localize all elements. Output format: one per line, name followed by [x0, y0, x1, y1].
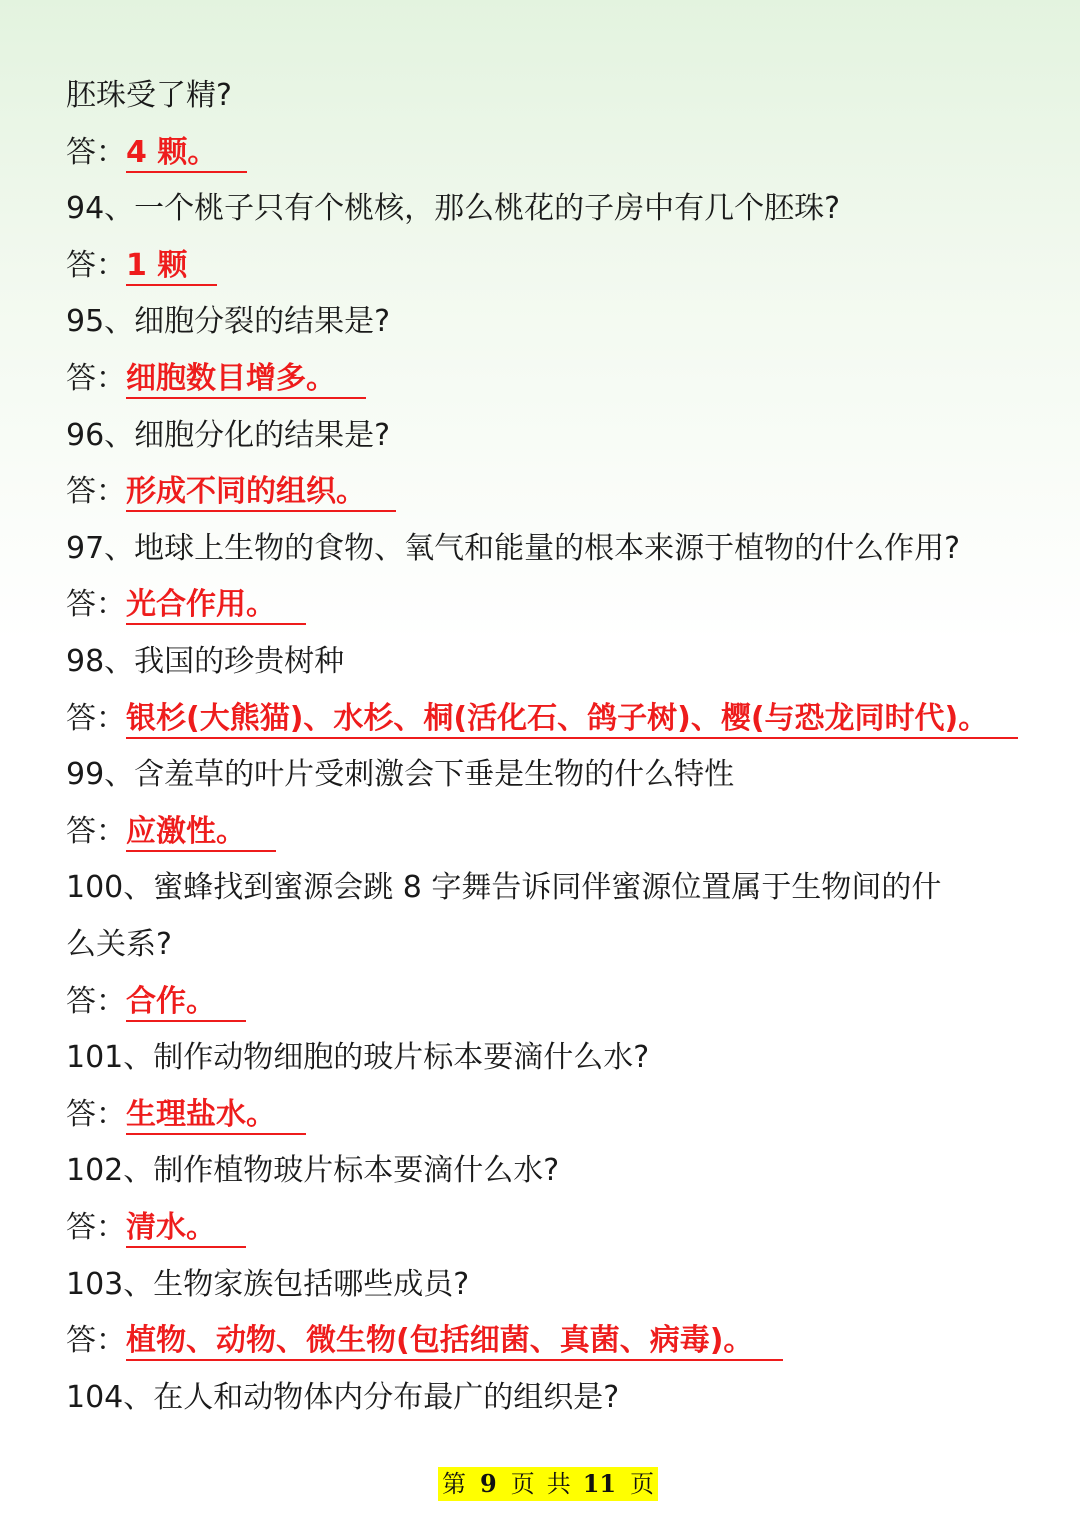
answer-line — [66, 246, 217, 286]
total-pages-number: 11 — [582, 1469, 617, 1498]
answer-prefix: 答： — [66, 135, 126, 170]
answer-text: 细胞数目增多。 — [126, 361, 366, 399]
question-line: 102、制作植物玻片标本要滴什么水? — [66, 1153, 560, 1188]
answer-text: 清水。 — [126, 1210, 246, 1248]
answer-prefix: 答： — [66, 984, 126, 1019]
answer-text: 植物、动物、微生物(包括细菌、真菌、病毒)。 — [126, 1323, 783, 1361]
answer-prefix: 答： — [66, 474, 126, 509]
question-line: 103、生物家族包括哪些成员? — [66, 1267, 470, 1302]
question-line: 99、含羞草的叶片受刺激会下垂是生物的什么特性 — [66, 757, 735, 792]
answer-prefix: 答： — [66, 1210, 126, 1245]
answer-text: 光合作用。 — [126, 587, 306, 625]
answer-text: 银杉(大熊猫)、水杉、桐(活化石、鸽子树)、樱(与恐龙同时代)。 — [126, 701, 1018, 739]
answer-text: 应激性。 — [126, 814, 276, 852]
answer-prefix: 答： — [66, 1323, 126, 1358]
answer-line — [66, 472, 396, 512]
question-line: 100、蜜蜂找到蜜源会跳 8 字舞告诉同伴蜜源位置属于生物间的什 — [66, 870, 942, 905]
current-page-number: 9 — [480, 1469, 497, 1498]
answer-text: 形成不同的组织。 — [126, 474, 396, 512]
answer-line — [66, 699, 1018, 739]
footer-word-di: 第 — [442, 1470, 466, 1498]
answer-line — [66, 812, 276, 852]
answer-prefix: 答： — [66, 587, 126, 622]
question-line: 96、细胞分化的结果是? — [66, 418, 391, 453]
question-line: 97、地球上生物的食物、氧气和能量的根本来源于植物的什么作用? — [66, 531, 961, 566]
answer-prefix: 答： — [66, 361, 126, 396]
footer-word-ye: 页 — [510, 1470, 535, 1498]
answer-prefix: 答： — [66, 248, 126, 283]
answer-text: 4 颗。 — [126, 135, 247, 173]
answer-prefix: 答： — [66, 814, 126, 849]
answer-line — [66, 1321, 783, 1361]
question-line: 95、细胞分裂的结果是? — [66, 304, 391, 339]
question-line: 胚珠受了精? — [66, 78, 232, 113]
page-footer — [438, 1467, 658, 1501]
answer-prefix: 答： — [66, 1097, 126, 1132]
answer-line — [66, 585, 306, 625]
question-line: 么关系? — [66, 927, 172, 962]
answer-text: 生理盐水。 — [126, 1097, 306, 1135]
answer-text: 合作。 — [126, 984, 246, 1022]
question-line: 98、我国的珍贵树种 — [66, 644, 345, 679]
answer-line — [66, 982, 246, 1022]
footer-word-ye-2: 页 — [630, 1470, 655, 1498]
answer-line — [66, 1095, 306, 1135]
answer-line — [66, 359, 366, 399]
answer-line — [66, 133, 247, 173]
question-line: 104、在人和动物体内分布最广的组织是? — [66, 1380, 620, 1415]
question-line: 101、制作动物细胞的玻片标本要滴什么水? — [66, 1040, 650, 1075]
answer-line — [66, 1208, 246, 1248]
answer-prefix: 答： — [66, 701, 126, 736]
answer-text: 1 颗 — [126, 248, 217, 286]
question-line: 94、一个桃子只有个桃核，那么桃花的子房中有几个胚珠? — [66, 191, 841, 226]
footer-word-gong: 共 — [546, 1470, 571, 1498]
